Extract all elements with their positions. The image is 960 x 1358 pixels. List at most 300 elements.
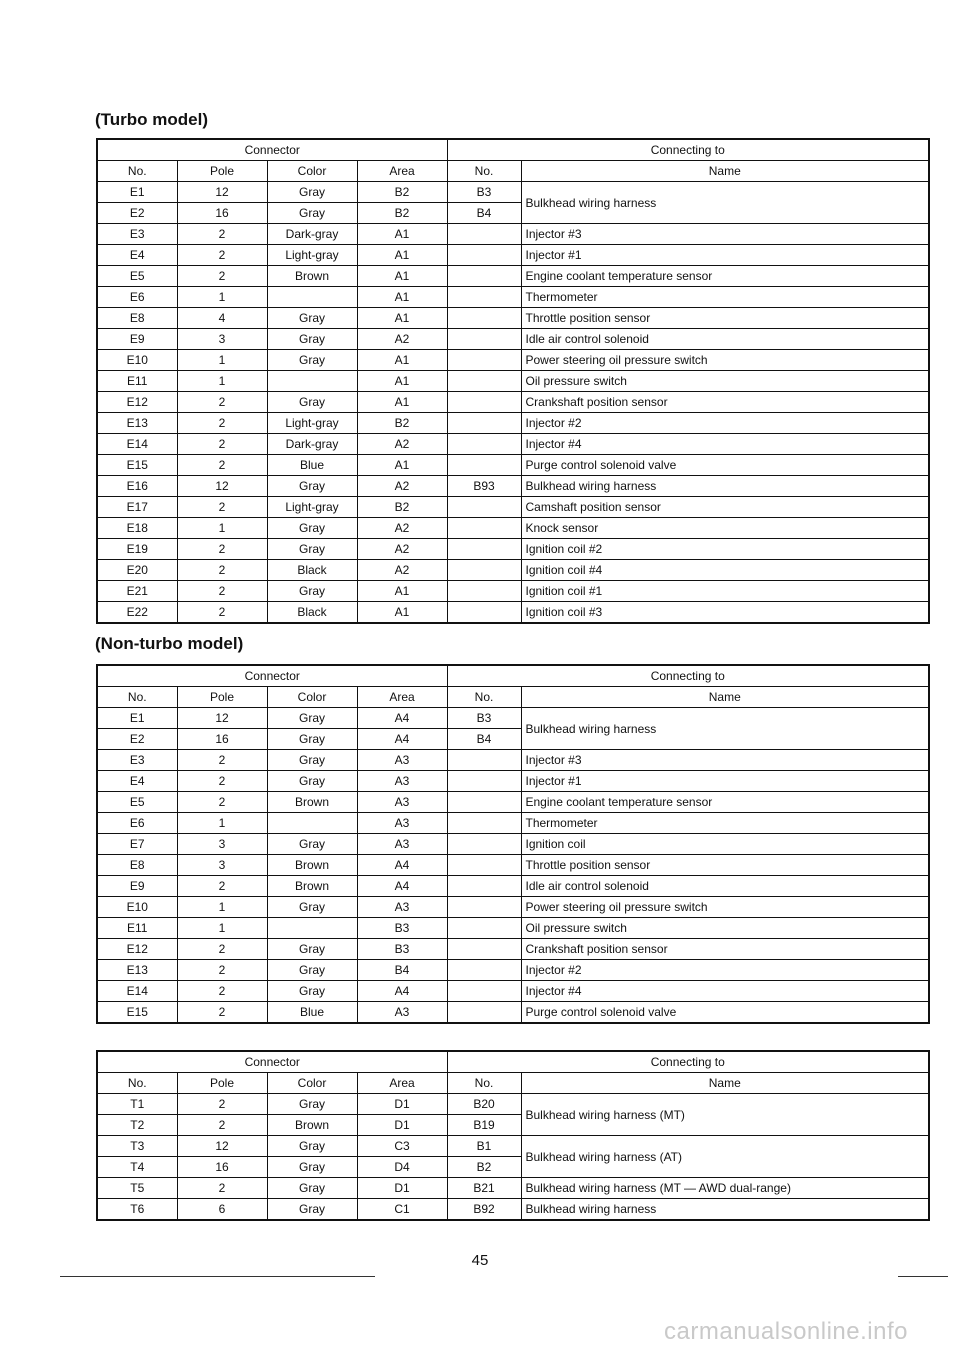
connector-no: E12	[97, 939, 177, 960]
connector-area: A1	[357, 455, 447, 476]
connecting-no	[447, 581, 521, 602]
connector-no: E4	[97, 245, 177, 266]
turbo-section-title: (Turbo model)	[95, 110, 208, 129]
table-row	[97, 1199, 929, 1221]
connecting-no	[447, 1002, 521, 1024]
connector-pole: 2	[177, 581, 267, 602]
connector-no: E13	[97, 960, 177, 981]
connector-color: Brown	[267, 266, 357, 287]
table-row	[97, 497, 929, 518]
connector-no: E10	[97, 897, 177, 918]
connecting-name: Injector #4	[521, 981, 929, 1002]
connecting-no: B93	[447, 476, 521, 497]
connector-color: Blue	[267, 1002, 357, 1024]
connector-no: E11	[97, 371, 177, 392]
connector-color: Brown	[267, 792, 357, 813]
connector-pole: 2	[177, 1115, 267, 1136]
connector-area: A3	[357, 750, 447, 771]
connecting-no	[447, 245, 521, 266]
connector-pole: 2	[177, 266, 267, 287]
table-row	[97, 918, 929, 939]
table-row	[97, 182, 929, 203]
connector-no: E5	[97, 792, 177, 813]
connecting-no	[447, 455, 521, 476]
connector-pole: 16	[177, 203, 267, 224]
connecting-no	[447, 287, 521, 308]
table-row	[97, 518, 929, 539]
connecting-name: Bulkhead wiring harness	[521, 708, 929, 750]
connecting-name: Injector #2	[521, 960, 929, 981]
connecting-name: Crankshaft position sensor	[521, 392, 929, 413]
connecting-name: Injector #1	[521, 245, 929, 266]
connector-no: T1	[97, 1094, 177, 1115]
header-color: Color	[267, 1073, 357, 1094]
table-row	[97, 897, 929, 918]
connecting-no	[447, 560, 521, 581]
connecting-no: B4	[447, 203, 521, 224]
connector-no: E1	[97, 708, 177, 729]
connector-pole: 2	[177, 981, 267, 1002]
watermark-text: carmanualsonline.info	[664, 1318, 908, 1345]
table-row	[97, 939, 929, 960]
connecting-no	[447, 371, 521, 392]
connector-area: A1	[357, 350, 447, 371]
connecting-no: B4	[447, 729, 521, 750]
connector-pole: 2	[177, 750, 267, 771]
connector-pole: 1	[177, 287, 267, 308]
connecting-no: B20	[447, 1094, 521, 1115]
header-row-groups	[97, 1051, 929, 1073]
connector-pole: 1	[177, 350, 267, 371]
header-area: Area	[357, 687, 447, 708]
connector-no: E12	[97, 392, 177, 413]
connector-color: Gray	[267, 939, 357, 960]
connector-color: Gray	[267, 1199, 357, 1221]
connector-no: E2	[97, 203, 177, 224]
connector-color: Gray	[267, 392, 357, 413]
connector-no: E4	[97, 771, 177, 792]
connecting-no	[447, 497, 521, 518]
connector-area: D1	[357, 1115, 447, 1136]
connecting-no: B2	[447, 1157, 521, 1178]
table-row	[97, 792, 929, 813]
table-row	[97, 1178, 929, 1199]
connector-area: A1	[357, 371, 447, 392]
table-row	[97, 476, 929, 497]
header-to-no: No.	[447, 687, 521, 708]
connector-color: Brown	[267, 876, 357, 897]
table-row	[97, 245, 929, 266]
connector-color: Gray	[267, 750, 357, 771]
connector-no: E3	[97, 224, 177, 245]
connector-area: B3	[357, 918, 447, 939]
table-row	[97, 750, 929, 771]
transmission-connector-table	[96, 1050, 930, 1221]
connecting-no	[447, 224, 521, 245]
connecting-no: B3	[447, 182, 521, 203]
header-no: No.	[97, 1073, 177, 1094]
connector-pole: 2	[177, 792, 267, 813]
header-row-columns	[97, 687, 929, 708]
connector-no: E6	[97, 813, 177, 834]
connecting-no	[447, 308, 521, 329]
connecting-no	[447, 413, 521, 434]
connector-area: A1	[357, 245, 447, 266]
connector-no: E15	[97, 1002, 177, 1024]
connecting-no	[447, 329, 521, 350]
connector-color: Brown	[267, 855, 357, 876]
table-row	[97, 350, 929, 371]
table-row	[97, 224, 929, 245]
header-name: Name	[521, 1073, 929, 1094]
header-area: Area	[357, 161, 447, 182]
table-row	[97, 708, 929, 729]
connector-no: E8	[97, 855, 177, 876]
connector-pole: 2	[177, 1178, 267, 1199]
connector-pole: 1	[177, 518, 267, 539]
connector-color: Gray	[267, 1157, 357, 1178]
header-color: Color	[267, 161, 357, 182]
connector-pole: 2	[177, 1002, 267, 1024]
connector-no: E16	[97, 476, 177, 497]
connector-area: C3	[357, 1136, 447, 1157]
connecting-name: Engine coolant temperature sensor	[521, 266, 929, 287]
connector-pole: 1	[177, 813, 267, 834]
connector-pole: 2	[177, 960, 267, 981]
connector-color: Gray	[267, 729, 357, 750]
connecting-no: B21	[447, 1178, 521, 1199]
connecting-name: Throttle position sensor	[521, 855, 929, 876]
connector-color: Gray	[267, 581, 357, 602]
connector-area: A4	[357, 981, 447, 1002]
connector-no: E14	[97, 434, 177, 455]
connector-area: A2	[357, 476, 447, 497]
connector-area: A1	[357, 224, 447, 245]
header-connector: Connector	[97, 139, 447, 161]
connector-area: A3	[357, 813, 447, 834]
connecting-no: B19	[447, 1115, 521, 1136]
connector-color: Dark-gray	[267, 224, 357, 245]
connecting-name: Bulkhead wiring harness	[521, 476, 929, 497]
connector-area: A4	[357, 708, 447, 729]
connecting-no	[447, 876, 521, 897]
connector-pole: 2	[177, 771, 267, 792]
connector-area: A1	[357, 266, 447, 287]
connector-color: Dark-gray	[267, 434, 357, 455]
connector-pole: 2	[177, 602, 267, 624]
table-row	[97, 876, 929, 897]
connector-color: Gray	[267, 539, 357, 560]
table-row	[97, 1094, 929, 1115]
connector-pole: 2	[177, 539, 267, 560]
connector-area: A1	[357, 308, 447, 329]
connector-color: Blue	[267, 455, 357, 476]
connecting-name: Bulkhead wiring harness (MT — AWD dual-range)	[521, 1178, 929, 1199]
connecting-name: Power steering oil pressure switch	[521, 350, 929, 371]
connecting-name: Ignition coil #1	[521, 581, 929, 602]
connecting-no: B92	[447, 1199, 521, 1221]
table-row	[97, 771, 929, 792]
table-row	[97, 560, 929, 581]
connector-color: Light-gray	[267, 245, 357, 266]
connector-no: E19	[97, 539, 177, 560]
table-row	[97, 266, 929, 287]
connecting-no	[447, 266, 521, 287]
connector-color: Gray	[267, 518, 357, 539]
header-row-columns	[97, 1073, 929, 1094]
connector-no: E3	[97, 750, 177, 771]
connector-area: A1	[357, 392, 447, 413]
connector-color: Gray	[267, 1094, 357, 1115]
connecting-no	[447, 813, 521, 834]
connecting-no	[447, 834, 521, 855]
connecting-name: Thermometer	[521, 813, 929, 834]
connector-pole: 2	[177, 455, 267, 476]
connector-color: Gray	[267, 960, 357, 981]
connector-color: Gray	[267, 834, 357, 855]
connector-no: E5	[97, 266, 177, 287]
connector-no: E11	[97, 918, 177, 939]
connecting-name: Purge control solenoid valve	[521, 1002, 929, 1024]
connector-pole: 12	[177, 1136, 267, 1157]
connector-no: E18	[97, 518, 177, 539]
header-connecting-to: Connecting to	[447, 1051, 929, 1073]
connecting-name: Oil pressure switch	[521, 918, 929, 939]
connector-no: E10	[97, 350, 177, 371]
table-row	[97, 834, 929, 855]
connecting-name: Injector #1	[521, 771, 929, 792]
connector-no: E22	[97, 602, 177, 624]
connector-area: A2	[357, 518, 447, 539]
connector-color	[267, 918, 357, 939]
table-row	[97, 813, 929, 834]
connector-pole: 3	[177, 834, 267, 855]
connector-color: Gray	[267, 981, 357, 1002]
header-no: No.	[97, 687, 177, 708]
connector-pole: 12	[177, 182, 267, 203]
connector-area: B3	[357, 939, 447, 960]
connector-area: A4	[357, 855, 447, 876]
connector-area: A1	[357, 602, 447, 624]
connector-area: A2	[357, 560, 447, 581]
connector-pole: 2	[177, 497, 267, 518]
connector-pole: 1	[177, 897, 267, 918]
connector-area: A3	[357, 792, 447, 813]
connecting-no	[447, 939, 521, 960]
connector-color: Gray	[267, 350, 357, 371]
connecting-no	[447, 855, 521, 876]
connector-no: E14	[97, 981, 177, 1002]
connector-pole: 2	[177, 245, 267, 266]
connector-area: C1	[357, 1199, 447, 1221]
connector-area: D1	[357, 1094, 447, 1115]
table-row	[97, 308, 929, 329]
connector-area: A3	[357, 834, 447, 855]
connector-pole: 3	[177, 855, 267, 876]
connector-no: E13	[97, 413, 177, 434]
connecting-name: Power steering oil pressure switch	[521, 897, 929, 918]
header-connector: Connector	[97, 665, 447, 687]
connector-area: A4	[357, 729, 447, 750]
connecting-no	[447, 960, 521, 981]
table-row	[97, 287, 929, 308]
connector-pole: 16	[177, 729, 267, 750]
connector-area: D1	[357, 1178, 447, 1199]
footer-rule-left	[60, 1276, 375, 1277]
header-name: Name	[521, 161, 929, 182]
table-row	[97, 392, 929, 413]
connector-pole: 2	[177, 224, 267, 245]
connector-no: T3	[97, 1136, 177, 1157]
connector-color: Gray	[267, 182, 357, 203]
connecting-name: Ignition coil #3	[521, 602, 929, 624]
header-connecting-to: Connecting to	[447, 665, 929, 687]
connector-color	[267, 813, 357, 834]
connector-pole: 16	[177, 1157, 267, 1178]
connector-color: Gray	[267, 1178, 357, 1199]
header-no: No.	[97, 161, 177, 182]
connector-area: B2	[357, 182, 447, 203]
connector-pole: 4	[177, 308, 267, 329]
connecting-name: Thermometer	[521, 287, 929, 308]
connector-color: Brown	[267, 1115, 357, 1136]
connector-no: T4	[97, 1157, 177, 1178]
connecting-name: Bulkhead wiring harness (AT)	[521, 1136, 929, 1178]
connecting-name: Bulkhead wiring harness	[521, 182, 929, 224]
connector-area: A2	[357, 329, 447, 350]
connector-no: E20	[97, 560, 177, 581]
connector-pole: 2	[177, 413, 267, 434]
connecting-name: Idle air control solenoid	[521, 876, 929, 897]
connecting-name: Camshaft position sensor	[521, 497, 929, 518]
connector-color: Light-gray	[267, 413, 357, 434]
connector-area: B2	[357, 497, 447, 518]
header-row-groups	[97, 665, 929, 687]
connecting-name: Engine coolant temperature sensor	[521, 792, 929, 813]
connecting-name: Ignition coil	[521, 834, 929, 855]
connecting-name: Purge control solenoid valve	[521, 455, 929, 476]
connecting-name: Bulkhead wiring harness	[521, 1199, 929, 1221]
connector-no: E21	[97, 581, 177, 602]
connecting-no	[447, 792, 521, 813]
connecting-no	[447, 897, 521, 918]
connector-color: Black	[267, 602, 357, 624]
connecting-name: Bulkhead wiring harness (MT)	[521, 1094, 929, 1136]
connector-pole: 2	[177, 560, 267, 581]
connector-color: Gray	[267, 771, 357, 792]
connector-no: E17	[97, 497, 177, 518]
header-area: Area	[357, 1073, 447, 1094]
connector-no: T6	[97, 1199, 177, 1221]
table-row	[97, 581, 929, 602]
connector-area: A1	[357, 581, 447, 602]
connecting-name: Injector #4	[521, 434, 929, 455]
connecting-no: B3	[447, 708, 521, 729]
connecting-no	[447, 602, 521, 624]
connector-color: Gray	[267, 897, 357, 918]
connector-color	[267, 287, 357, 308]
connector-color: Gray	[267, 203, 357, 224]
connector-area: A1	[357, 287, 447, 308]
table-row	[97, 855, 929, 876]
table-row	[97, 371, 929, 392]
nonturbo-connector-table	[96, 664, 930, 1024]
connector-color: Light-gray	[267, 497, 357, 518]
header-row-groups	[97, 139, 929, 161]
header-pole: Pole	[177, 687, 267, 708]
table-row	[97, 602, 929, 624]
connecting-no	[447, 981, 521, 1002]
connector-no: E15	[97, 455, 177, 476]
connecting-no	[447, 518, 521, 539]
connecting-name: Injector #2	[521, 413, 929, 434]
connector-pole: 3	[177, 329, 267, 350]
connector-pole: 2	[177, 392, 267, 413]
connector-pole: 1	[177, 371, 267, 392]
connector-color: Gray	[267, 708, 357, 729]
turbo-connector-table	[96, 138, 930, 624]
connector-no: T2	[97, 1115, 177, 1136]
connecting-name: Crankshaft position sensor	[521, 939, 929, 960]
connector-no: E9	[97, 876, 177, 897]
connector-area: A3	[357, 771, 447, 792]
connecting-name: Injector #3	[521, 750, 929, 771]
connector-area: A3	[357, 897, 447, 918]
connecting-no	[447, 771, 521, 792]
connector-no: E2	[97, 729, 177, 750]
connector-color: Gray	[267, 329, 357, 350]
connector-color: Gray	[267, 1136, 357, 1157]
connector-color	[267, 371, 357, 392]
connecting-name: Ignition coil #2	[521, 539, 929, 560]
table-row	[97, 413, 929, 434]
table-row	[97, 1136, 929, 1157]
header-to-no: No.	[447, 1073, 521, 1094]
nonturbo-section-title: (Non-turbo model)	[95, 634, 244, 653]
connecting-no	[447, 434, 521, 455]
connector-area: A3	[357, 1002, 447, 1024]
table-row	[97, 960, 929, 981]
connector-pole: 2	[177, 434, 267, 455]
connector-area: B2	[357, 203, 447, 224]
table-row	[97, 434, 929, 455]
connecting-name: Oil pressure switch	[521, 371, 929, 392]
table-row	[97, 1002, 929, 1024]
connector-pole: 12	[177, 476, 267, 497]
connector-pole: 2	[177, 876, 267, 897]
table-row	[97, 539, 929, 560]
connector-pole: 1	[177, 918, 267, 939]
header-name: Name	[521, 687, 929, 708]
connector-pole: 2	[177, 1094, 267, 1115]
connecting-no	[447, 392, 521, 413]
table-row	[97, 329, 929, 350]
connecting-name: Ignition coil #4	[521, 560, 929, 581]
connector-color: Black	[267, 560, 357, 581]
connecting-no	[447, 350, 521, 371]
connector-pole: 6	[177, 1199, 267, 1221]
header-to-no: No.	[447, 161, 521, 182]
connecting-name: Injector #3	[521, 224, 929, 245]
connector-pole: 12	[177, 708, 267, 729]
connecting-no	[447, 539, 521, 560]
connector-pole: 2	[177, 939, 267, 960]
header-pole: Pole	[177, 1073, 267, 1094]
page-number: 45	[471, 1252, 489, 1269]
connector-area: A2	[357, 434, 447, 455]
connector-area: B4	[357, 960, 447, 981]
connector-no: E8	[97, 308, 177, 329]
